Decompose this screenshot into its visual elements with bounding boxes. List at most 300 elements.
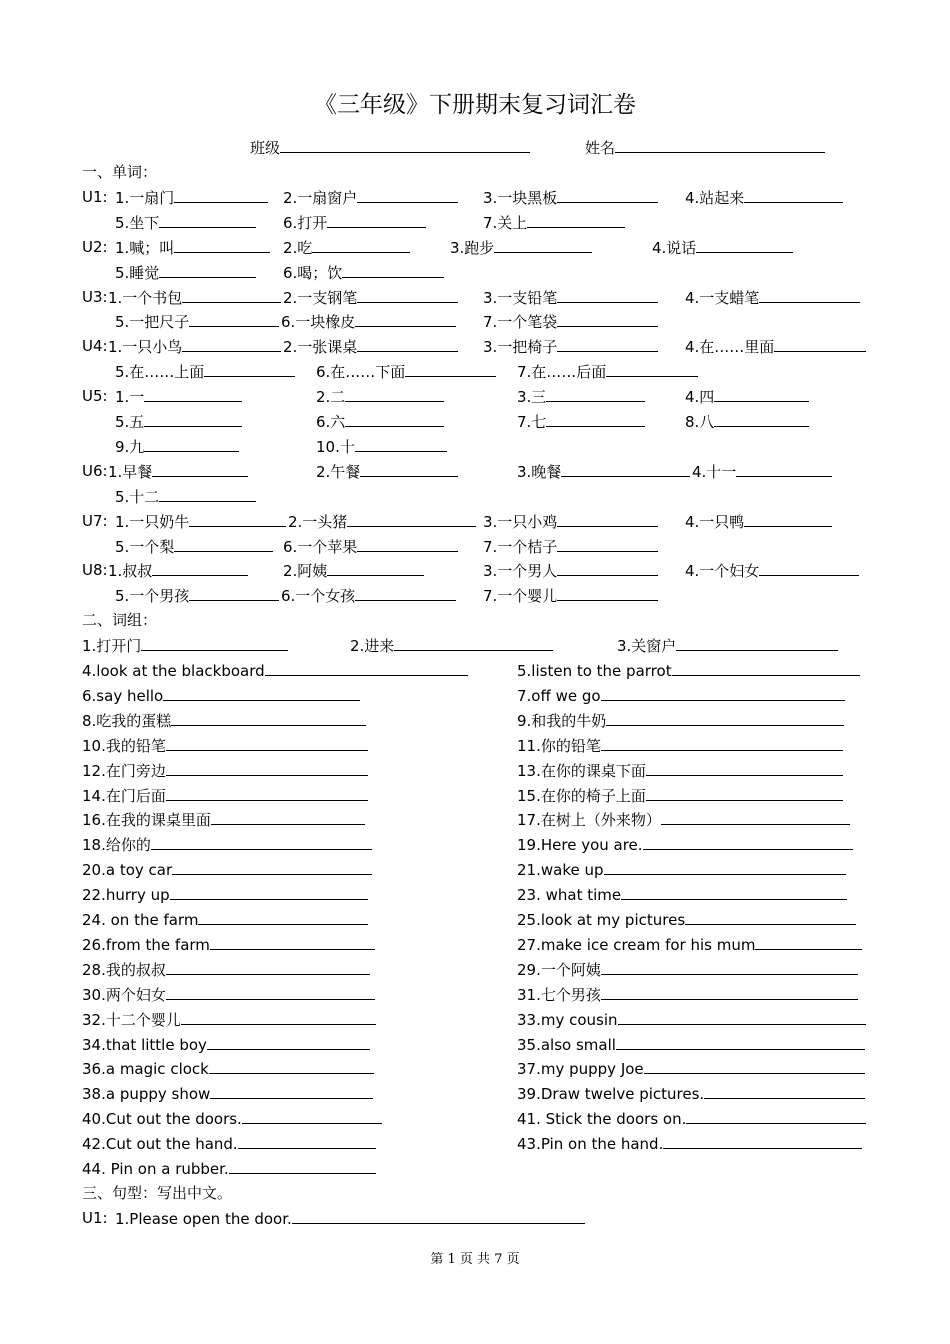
- vocab-item: [115, 260, 258, 285]
- phrase-item: [517, 733, 843, 758]
- answer-blank[interactable]: [242, 1106, 382, 1124]
- vocab-item: [115, 534, 275, 559]
- vocab-item-label: 5.五: [115, 413, 145, 431]
- unit-label-text: U4:: [82, 337, 108, 356]
- phrase-item: [517, 1032, 865, 1057]
- answer-blank[interactable]: [357, 334, 458, 352]
- answer-blank[interactable]: [755, 932, 862, 950]
- phrase-label: 4.look at the blackboard: [82, 662, 265, 680]
- answer-blank[interactable]: [209, 1056, 374, 1074]
- vocab-item-label: 6.一个苹果: [283, 537, 358, 556]
- vocab-item-label: 7.在……后面: [517, 363, 607, 382]
- answer-blank[interactable]: [672, 658, 860, 676]
- sentence-item: [115, 1206, 585, 1231]
- answer-blank[interactable]: [342, 260, 444, 278]
- answer-blank[interactable]: [601, 957, 858, 975]
- phrase-item: [82, 982, 375, 1007]
- answer-blank[interactable]: [174, 534, 273, 552]
- vocab-item-label: 6.六: [316, 413, 346, 431]
- vocab-item: [115, 185, 270, 210]
- answer-blank[interactable]: [198, 907, 368, 925]
- vocab-item-label: 3.跑步: [450, 238, 495, 257]
- answer-blank[interactable]: [557, 534, 658, 552]
- answer-blank[interactable]: [714, 384, 809, 402]
- answer-blank[interactable]: [327, 558, 424, 576]
- phrase-label: 41. Stick the doors on.: [517, 1110, 687, 1129]
- answer-blank[interactable]: [646, 758, 843, 776]
- vocab-item: [517, 409, 647, 434]
- vocab-item-label: 9.九: [115, 437, 145, 456]
- answer-blank[interactable]: [166, 758, 368, 776]
- phrase-item: [517, 882, 847, 907]
- answer-blank[interactable]: [152, 558, 248, 576]
- vocab-item-label: 2.午餐: [316, 462, 361, 481]
- vocab-item: [685, 509, 834, 534]
- phrase-label: 14.在门后面: [82, 786, 166, 805]
- vocab-item: [281, 583, 458, 608]
- phrase-item: [82, 783, 368, 808]
- answer-blank[interactable]: [557, 185, 658, 203]
- answer-blank[interactable]: [736, 459, 832, 477]
- vocab-item-label: 5.一个梨: [115, 537, 175, 556]
- answer-blank[interactable]: [557, 558, 658, 576]
- answer-blank[interactable]: [686, 1106, 866, 1124]
- answer-blank[interactable]: [151, 832, 372, 850]
- phrase-label: 10.我的铅笔: [82, 736, 166, 755]
- vocab-item-label: 3.一把椅子: [483, 338, 558, 357]
- phrase-label: 27.make ice cream for his mum: [517, 935, 756, 954]
- phrase-item: [517, 932, 862, 957]
- vocab-item-label: 4.一支蜡笔: [685, 288, 760, 307]
- phrase-item: [517, 1081, 865, 1106]
- answer-blank[interactable]: [527, 210, 625, 228]
- phrase-label: 16.在我的课桌里面: [82, 811, 211, 830]
- name-blank[interactable]: [615, 135, 825, 153]
- phrase-item: [517, 857, 846, 882]
- vocab-item: [283, 334, 460, 359]
- vocab-item: [483, 509, 660, 534]
- vocab-item: [483, 558, 660, 583]
- answer-blank[interactable]: [360, 459, 458, 477]
- phrase-item: [82, 1156, 376, 1181]
- phrase-label: 5.listen to the parrot: [517, 662, 672, 680]
- answer-blank[interactable]: [292, 1206, 585, 1224]
- sentence-text: 1.Please open the door.: [115, 1209, 292, 1228]
- vocab-item: [283, 534, 460, 559]
- phrase-item: [517, 783, 843, 808]
- phrase-item: [82, 658, 468, 683]
- vocab-item-label: 1.一: [115, 388, 145, 407]
- answer-blank[interactable]: [557, 334, 658, 352]
- answer-blank[interactable]: [759, 558, 859, 576]
- phrase-item: [82, 1032, 370, 1057]
- phrase-item: [82, 758, 368, 783]
- vocab-item: [283, 285, 460, 310]
- unit-label-text: U6:: [82, 461, 108, 480]
- vocab-item-label: 2.一支钢笔: [283, 288, 358, 307]
- phrase-item: [517, 683, 845, 708]
- answer-blank[interactable]: [405, 359, 496, 377]
- answer-blank[interactable]: [189, 509, 286, 527]
- answer-blank[interactable]: [345, 409, 444, 427]
- answer-blank[interactable]: [744, 185, 843, 203]
- answer-blank[interactable]: [606, 708, 844, 726]
- answer-blank[interactable]: [166, 982, 375, 1000]
- answer-blank[interactable]: [189, 583, 279, 601]
- answer-blank[interactable]: [174, 235, 270, 253]
- answer-blank[interactable]: [174, 185, 268, 203]
- answer-blank[interactable]: [159, 210, 256, 228]
- vocab-item: [115, 484, 258, 509]
- phrase-label: 35.also small: [517, 1035, 616, 1054]
- vocab-item-label: 5.坐下: [115, 213, 160, 232]
- answer-blank[interactable]: [170, 882, 368, 900]
- phrase-item: [617, 633, 838, 658]
- answer-blank[interactable]: [616, 1032, 865, 1050]
- answer-blank[interactable]: [159, 484, 256, 502]
- answer-blank[interactable]: [312, 235, 410, 253]
- answer-blank[interactable]: [601, 683, 845, 701]
- answer-blank[interactable]: [546, 409, 645, 427]
- vocab-item: [685, 409, 811, 434]
- answer-blank[interactable]: [561, 459, 690, 477]
- answer-blank[interactable]: [355, 309, 456, 327]
- answer-blank[interactable]: [394, 633, 553, 651]
- vocab-item: [115, 409, 244, 434]
- phrase-label: 12.在门旁边: [82, 761, 166, 780]
- phrase-label: 20.a toy car: [82, 861, 173, 880]
- unit-label-text: U8:: [82, 561, 108, 580]
- answer-blank[interactable]: [265, 658, 468, 676]
- vocab-item-label: 5.一把尺子: [115, 313, 190, 332]
- name-label: 姓名: [585, 139, 616, 157]
- class-field: [250, 135, 530, 160]
- phrase-item: [517, 708, 844, 733]
- phrase-label: 8.吃我的蛋糕: [82, 711, 172, 730]
- phrase-label: 36.a magic clock: [82, 1060, 209, 1079]
- answer-blank[interactable]: [644, 1056, 865, 1074]
- vocab-item: [483, 185, 660, 210]
- vocab-item-label: 2.一张课桌: [283, 338, 358, 357]
- answer-blank[interactable]: [166, 733, 368, 751]
- answer-blank[interactable]: [601, 982, 858, 1000]
- answer-blank[interactable]: [327, 210, 426, 228]
- answer-blank[interactable]: [704, 1081, 865, 1099]
- vocab-item-label: 4.站起来: [685, 188, 745, 207]
- vocab-item-label: 2.阿姨: [283, 562, 328, 581]
- phrase-label: 18.给你的: [82, 836, 151, 855]
- section-words-heading: [82, 160, 157, 185]
- vocab-item: [115, 309, 281, 334]
- phrase-label: 6.say hello: [82, 686, 164, 705]
- answer-blank[interactable]: [643, 832, 853, 850]
- sentence-unit-label: [82, 1206, 108, 1231]
- vocab-item-label: 1.一个书包: [108, 288, 183, 307]
- vocab-item: [483, 534, 660, 559]
- vocab-item-label: 5.十二: [115, 487, 160, 506]
- vocab-item: [316, 409, 446, 434]
- vocab-item-label: 6.一个女孩: [281, 587, 356, 606]
- answer-blank[interactable]: [696, 235, 793, 253]
- vocab-item-label: 1.一只奶牛: [115, 512, 190, 531]
- vocab-item-label: 1.一扇门: [115, 188, 175, 207]
- answer-blank[interactable]: [144, 409, 242, 427]
- vocab-item-label: 3.一个男人: [483, 562, 558, 581]
- answer-blank[interactable]: [172, 857, 372, 875]
- vocab-item: [283, 235, 412, 260]
- vocab-item: [108, 285, 283, 310]
- vocab-item: [283, 210, 428, 235]
- answer-blank[interactable]: [557, 309, 658, 327]
- class-blank[interactable]: [280, 135, 530, 153]
- vocab-item: [483, 583, 660, 608]
- phrase-label: 32.十二个婴儿: [82, 1010, 181, 1029]
- phrase-label: 31.七个男孩: [517, 985, 601, 1004]
- answer-blank[interactable]: [759, 285, 860, 303]
- answer-blank[interactable]: [210, 1081, 373, 1099]
- phrase-item: [82, 907, 368, 932]
- phrase-item: [517, 982, 858, 1007]
- answer-blank[interactable]: [663, 1131, 862, 1149]
- vocab-item-label: 6.一块橡皮: [281, 313, 356, 332]
- vocab-item-label: 6.在……下面: [316, 363, 406, 382]
- vocab-item-label: 1.一只小鸟: [108, 338, 183, 357]
- vocab-item: [115, 509, 288, 534]
- answer-blank[interactable]: [355, 434, 447, 452]
- answer-blank[interactable]: [618, 1007, 866, 1025]
- vocab-item-label: 4.四: [685, 388, 715, 407]
- answer-blank[interactable]: [774, 334, 866, 352]
- phrase-label: 15.在你的椅子上面: [517, 786, 646, 805]
- vocab-item-label: 1.早餐: [108, 462, 153, 481]
- vocab-item: [281, 309, 458, 334]
- phrase-label: 38.a puppy show: [82, 1085, 211, 1104]
- vocab-item: [283, 558, 426, 583]
- vocab-item-label: 5.一个男孩: [115, 587, 190, 606]
- answer-blank[interactable]: [144, 384, 242, 402]
- answer-blank[interactable]: [357, 285, 458, 303]
- phrase-label: 42.Cut out the hand.: [82, 1135, 238, 1154]
- unit-label: [82, 334, 108, 359]
- phrase-label: 25.look at my pictures: [517, 911, 686, 929]
- answer-blank[interactable]: [189, 309, 279, 327]
- vocab-item: [685, 334, 868, 359]
- vocab-item: [316, 359, 498, 384]
- phrase-label: 24. on the farm: [82, 911, 199, 929]
- section-phrases-label: 二、词组：: [82, 611, 158, 630]
- vocab-item-label: 3.一只小鸡: [483, 512, 558, 531]
- phrase-label: 9.和我的牛奶: [517, 711, 607, 730]
- answer-blank[interactable]: [714, 409, 809, 427]
- phrase-label: 44. Pin on a rubber.: [82, 1160, 229, 1178]
- vocab-item: [685, 185, 845, 210]
- phrase-item: [82, 633, 288, 658]
- phrase-label: 7.off we go: [517, 686, 601, 705]
- section-sentences-heading: [82, 1181, 232, 1206]
- answer-blank[interactable]: [557, 509, 658, 527]
- phrase-item: [517, 758, 843, 783]
- phrase-item: [517, 832, 853, 857]
- name-field: [585, 135, 825, 160]
- answer-blank[interactable]: [494, 235, 592, 253]
- vocab-item: [685, 384, 811, 409]
- vocab-item: [483, 309, 660, 334]
- vocab-item: [316, 459, 460, 484]
- answer-blank[interactable]: [182, 285, 281, 303]
- answer-blank[interactable]: [152, 459, 248, 477]
- vocab-item-label: 5.在……上面: [115, 363, 205, 382]
- phrase-label: 3.关窗户: [617, 637, 677, 656]
- answer-blank[interactable]: [141, 633, 288, 651]
- vocab-item-label: 4.十一: [692, 462, 737, 481]
- phrase-item: [82, 882, 368, 907]
- vocab-item-label: 4.一个妇女: [685, 562, 760, 581]
- answer-blank[interactable]: [546, 384, 645, 402]
- answer-blank[interactable]: [676, 633, 838, 651]
- phrase-label: 13.在你的课桌下面: [517, 761, 646, 780]
- vocab-item-label: 2.一扇窗户: [283, 188, 358, 207]
- class-label: 班级: [250, 139, 281, 157]
- phrase-label: 29.一个阿姨: [517, 960, 601, 979]
- unit-label-text: U7:: [82, 511, 108, 530]
- answer-blank[interactable]: [357, 185, 458, 203]
- answer-blank[interactable]: [557, 583, 658, 601]
- vocab-item: [483, 285, 660, 310]
- phrase-item: [517, 957, 858, 982]
- phrase-label: 43.Pin on the hand.: [517, 1135, 664, 1154]
- phrase-label: 1.打开门: [82, 637, 142, 656]
- phrase-label: 22.hurry up: [82, 886, 170, 905]
- vocab-item: [115, 359, 297, 384]
- answer-blank[interactable]: [604, 857, 847, 875]
- answer-blank[interactable]: [345, 384, 444, 402]
- section-sentences-label: 三、句型：写出中文。: [82, 1183, 233, 1202]
- answer-blank[interactable]: [229, 1156, 376, 1174]
- phrase-item: [517, 1131, 862, 1156]
- answer-blank[interactable]: [355, 583, 456, 601]
- vocab-item-label: 4.在……里面: [685, 338, 775, 357]
- answer-blank[interactable]: [166, 783, 368, 801]
- vocab-item-label: 5.睡觉: [115, 263, 160, 282]
- answer-blank[interactable]: [171, 708, 366, 726]
- answer-blank[interactable]: [181, 1007, 376, 1025]
- answer-blank[interactable]: [144, 434, 239, 452]
- phrase-item: [82, 932, 375, 957]
- unit-label: [82, 509, 108, 534]
- unit-label: [82, 285, 108, 310]
- vocab-item-label: 7.关上: [483, 213, 528, 232]
- vocab-item: [483, 210, 627, 235]
- phrase-item: [517, 1056, 865, 1081]
- answer-blank[interactable]: [211, 807, 365, 825]
- vocab-item-label: 1.喊；叫: [115, 238, 175, 257]
- answer-blank[interactable]: [207, 1032, 370, 1050]
- answer-blank[interactable]: [601, 733, 843, 751]
- phrase-label: 30.两个妇女: [82, 985, 166, 1004]
- vocab-item-label: 2.二: [316, 388, 346, 407]
- vocab-item: [108, 558, 250, 583]
- unit-label-text: U1:: [82, 187, 108, 206]
- vocab-item: [108, 459, 250, 484]
- phrase-item: [82, 733, 368, 758]
- vocab-item: [115, 434, 241, 459]
- vocab-item-label: 4.说话: [652, 238, 697, 257]
- phrase-item: [82, 807, 365, 832]
- vocab-item-label: 1.叔叔: [108, 562, 153, 581]
- vocab-item: [483, 334, 660, 359]
- phrase-item: [82, 1007, 376, 1032]
- vocab-item: [108, 334, 283, 359]
- phrase-label: 17.在树上（外来物）: [517, 811, 661, 830]
- unit-label: [82, 459, 108, 484]
- phrase-label: 19.Here you are.: [517, 836, 643, 855]
- vocab-item-label: 2.吃: [283, 238, 313, 257]
- answer-blank[interactable]: [204, 359, 295, 377]
- answer-blank[interactable]: [685, 907, 856, 925]
- vocab-item: [115, 384, 244, 409]
- phrase-label: 33.my cousin: [517, 1010, 618, 1029]
- section-words-label: 一、单词：: [82, 163, 158, 181]
- unit-label: [82, 185, 108, 210]
- phrase-label: 37.my puppy Joe: [517, 1060, 644, 1079]
- answer-blank[interactable]: [238, 1131, 376, 1149]
- answer-blank[interactable]: [661, 807, 850, 825]
- vocab-item-label: 7.七: [517, 413, 547, 431]
- answer-blank[interactable]: [606, 359, 698, 377]
- phrase-label: 23. what time: [517, 886, 622, 905]
- phrase-item: [517, 1106, 866, 1131]
- unit-label: [82, 558, 108, 583]
- phrase-item: [82, 1081, 373, 1106]
- vocab-item-label: 4.一只鸭: [685, 512, 745, 531]
- phrase-item: [82, 832, 372, 857]
- vocab-item: [517, 384, 647, 409]
- phrase-item: [82, 1131, 376, 1156]
- vocab-item-label: 3.晚餐: [517, 462, 562, 481]
- vocab-item: [685, 285, 862, 310]
- answer-blank[interactable]: [646, 783, 843, 801]
- vocab-item: [450, 235, 594, 260]
- phrase-label: 2.进来: [350, 637, 395, 656]
- vocab-item: [115, 235, 272, 260]
- answer-blank[interactable]: [182, 334, 281, 352]
- answer-blank[interactable]: [744, 509, 832, 527]
- section-phrases-heading: [82, 608, 157, 633]
- vocab-item: [685, 558, 861, 583]
- answer-blank[interactable]: [621, 882, 847, 900]
- vocab-item: [517, 459, 692, 484]
- answer-blank[interactable]: [166, 957, 370, 975]
- vocab-item: [288, 509, 478, 534]
- vocab-item-label: 7.一个笔袋: [483, 313, 558, 332]
- answer-blank[interactable]: [357, 534, 458, 552]
- answer-blank[interactable]: [557, 285, 658, 303]
- answer-blank[interactable]: [210, 932, 375, 950]
- page-title: 《三年级》下册期末复习词汇卷: [314, 92, 636, 118]
- answer-blank[interactable]: [163, 683, 360, 701]
- vocab-item-label: 3.一块黑板: [483, 188, 558, 207]
- page-footer: 第 1 页 共 7 页: [430, 1252, 520, 1267]
- vocab-item: [316, 434, 449, 459]
- answer-blank[interactable]: [159, 260, 256, 278]
- vocab-item-label: 7.一个婴儿: [483, 587, 558, 606]
- unit-label-text: U3:: [82, 287, 108, 306]
- vocab-item: [692, 459, 834, 484]
- phrase-item: [517, 658, 860, 683]
- phrase-item: [82, 857, 372, 882]
- vocab-item-label: 3.三: [517, 388, 547, 407]
- answer-blank[interactable]: [347, 509, 476, 527]
